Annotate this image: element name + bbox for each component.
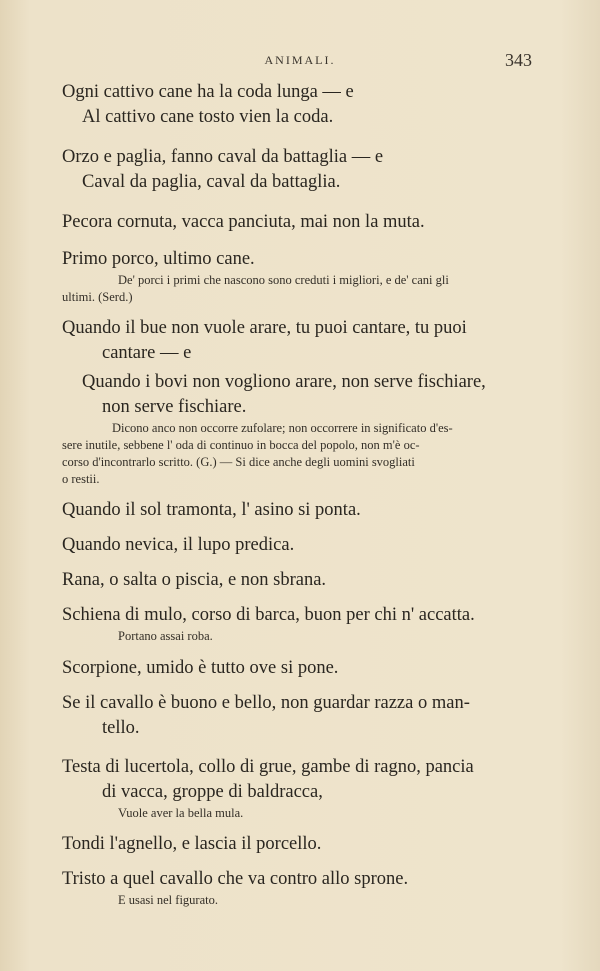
proverb-line: Quando il sol tramonta, l' asino si ponta. (62, 500, 361, 520)
proverb-entry (62, 603, 534, 645)
proverb-line: Primo porco, ultimo cane. (62, 249, 255, 269)
proverb-entry (62, 568, 534, 593)
page-content (62, 80, 534, 909)
proverb-line: Testa di lucertola, collo di grue, gambe di ragno, pancia (62, 757, 474, 777)
proverb-line: Orzo e paglia, fanno caval da battaglia — e (62, 147, 384, 167)
proverb-entry (62, 691, 534, 741)
proverb-line: Quando i bovi non vogliono arare, non serve fischiare, (82, 372, 486, 392)
proverb-entry (62, 80, 534, 130)
proverb-entry (62, 145, 534, 195)
proverb-entry (62, 533, 534, 558)
proverb-line: Ogni cattivo cane ha la coda lunga — e (62, 82, 354, 102)
proverb-note: Dicono anco non occorre zufolare; non occorrere in significato d'es- (112, 421, 453, 435)
proverb-line: Tristo a quel cavallo che va contro allo sprone. (62, 869, 409, 889)
proverb-line: Tondi l'agnello, e lascia il porcello. (62, 834, 322, 854)
proverb-note: ultimi. (Serd.) (62, 290, 133, 304)
proverb-note: E usasi nel figurato. (118, 893, 218, 907)
proverb-line: cantare — e (102, 343, 192, 363)
proverb-line: Quando il bue non vuole arare, tu puoi cantare, tu puoi (62, 318, 467, 338)
proverb-entry (62, 210, 534, 235)
proverb-entry (62, 832, 534, 857)
page-header (0, 50, 600, 73)
proverb-entry (62, 656, 534, 681)
proverb-line: non serve fischiare. (102, 397, 247, 417)
proverb-line: Quando nevica, il lupo predica. (62, 535, 295, 555)
proverb-note: o restii. (62, 472, 100, 486)
proverb-line: Se il cavallo è buono e bello, non guardar razza o man- (62, 693, 470, 713)
proverb-note: Vuole aver la bella mula. (118, 806, 244, 820)
proverb-line: Al cattivo cane tosto vien la coda. (82, 107, 334, 127)
proverb-note: Portano assai roba. (118, 629, 213, 643)
page-number: 343 (505, 50, 532, 70)
proverb-entry (62, 247, 534, 306)
proverb-line: Schiena di mulo, corso di barca, buon per chi n' accatta. (62, 605, 475, 625)
proverb-note: sere inutile, sebbene l' oda di continuo in bocca del popolo, non m'è oc- (62, 438, 420, 452)
proverb-line: Rana, o salta o piscia, e non sbrana. (62, 570, 327, 590)
proverb-entry (62, 316, 534, 488)
proverb-line: Caval da paglia, caval da battaglia. (82, 172, 341, 192)
proverb-entry (62, 867, 534, 909)
proverb-line: di vacca, groppe di baldracca, (102, 782, 323, 802)
proverb-line: tello. (102, 718, 140, 738)
proverb-entry (62, 498, 534, 523)
proverb-note: corso d'incontrarlo scritto. (G.) — Si dice anche degli uomini svogliati (62, 455, 415, 469)
running-head: ANIMALI. (264, 53, 336, 67)
proverb-line: Pecora cornuta, vacca panciuta, mai non la muta. (62, 212, 425, 232)
proverb-note: De' porci i primi che nascono sono creduti i migliori, e de' cani gli (118, 273, 449, 287)
proverb-entry (62, 755, 534, 822)
proverb-line: Scorpione, umido è tutto ove si pone. (62, 658, 339, 678)
